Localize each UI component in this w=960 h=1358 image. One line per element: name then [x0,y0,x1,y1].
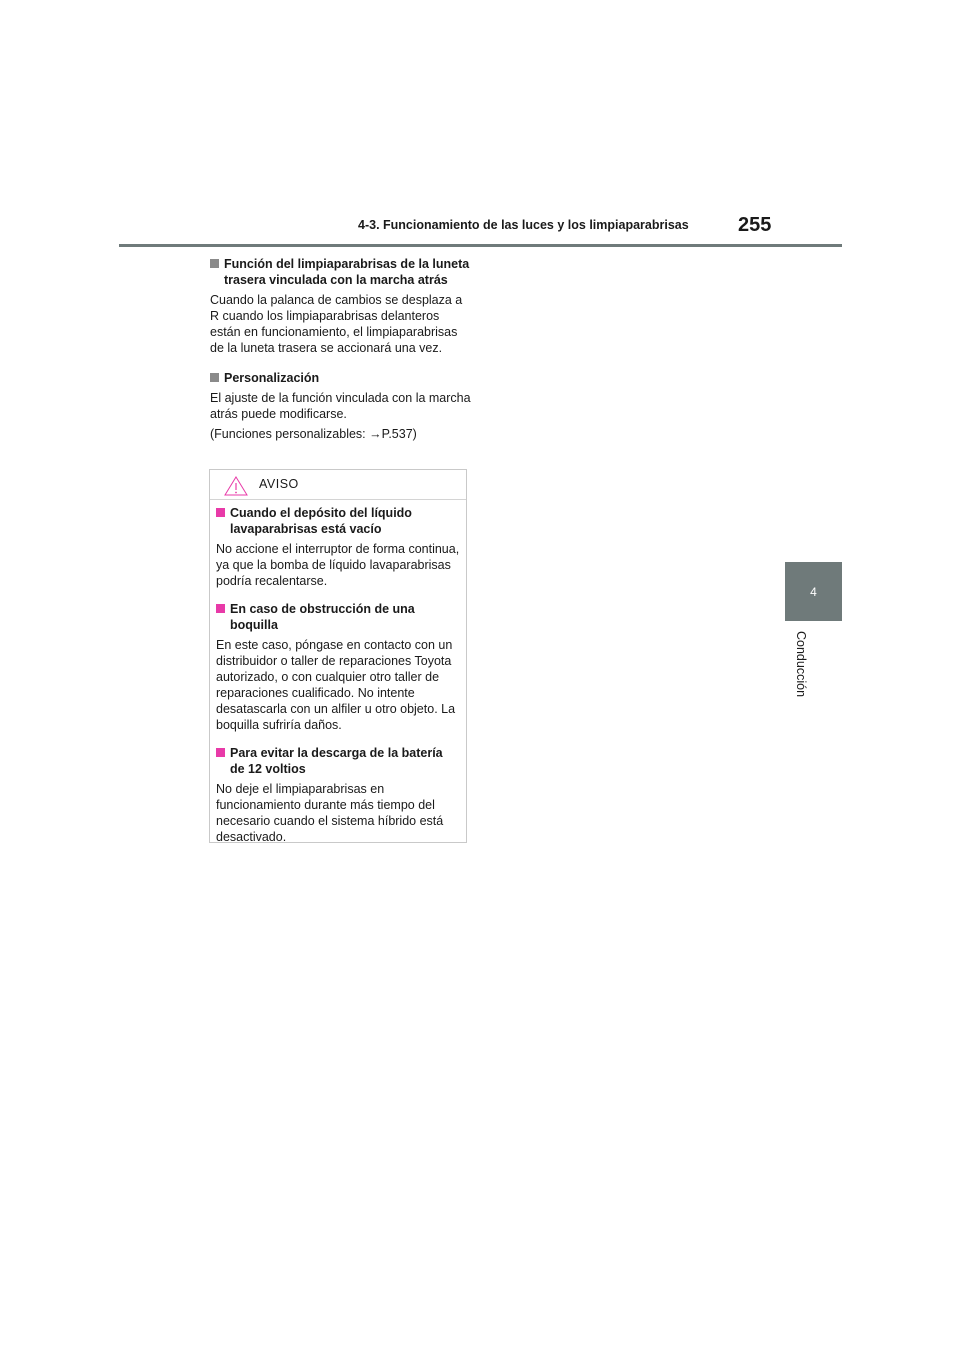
warning-box [209,469,467,843]
section-heading: Personalización [210,370,472,386]
warning-item-text: En este caso, póngase en contacto con un distribuidor o taller de reparaciones Toyota autorizado, o con cualquier otro taller de reparaciones cualificado. No intente desatascarla con un alfiler u otro objeto. La boquilla sufriría daños. [216,638,456,732]
header-rule [119,244,842,247]
chapter-number: 4 [810,584,817,599]
warning-item-text: No deje el limpiaparabrisas en funcionamiento durante más tiempo del necesario cuando el sistema híbrido está desactivado. [216,782,444,844]
square-bullet-icon [216,508,225,517]
main-content [210,254,472,442]
square-bullet-icon [210,259,219,268]
section-rear-wiper [210,256,472,356]
section-heading: Función del limpiaparabrisas de la luneta trasera vinculada con la marcha atrás [210,256,472,288]
warning-body [210,500,466,845]
warning-item-heading: Cuando el depósito del líquido lavaparabrisas está vacío [216,505,460,537]
warning-item [216,505,460,589]
warning-item-heading: En caso de obstrucción de una boquilla [216,601,460,633]
warning-item [216,745,460,845]
section-customization [210,370,472,442]
page-number: 255 [738,214,772,236]
section-paragraph: El ajuste de la función vinculada con la marcha atrás puede modificarse. [210,391,471,421]
warning-title: AVISO [259,477,299,491]
chapter-label: Conducción [794,631,808,698]
warning-item-heading: Para evitar la descarga de la batería de 12 voltios [216,745,460,777]
warning-item [216,601,460,733]
section-paragraph: Cuando la palanca de cambios se desplaza a R cuando los limpiaparabrisas delanteros están en funcionamiento, el limpiaparabrisas de la luneta trasera se accionará una vez. [210,293,463,355]
square-bullet-icon [216,604,225,613]
square-bullet-icon [216,748,225,757]
warning-triangle-icon [224,476,248,501]
warning-header [210,470,466,500]
warning-item-text: No accione el interruptor de forma continua, ya que la bomba de líquido lavaparabrisas podría recalentarse. [216,542,460,588]
header-title: 4-3. Funcionamiento de las luces y los limpiaparabrisas [358,218,689,232]
square-bullet-icon [210,373,219,382]
section-paragraph: (Funciones personalizables: →P.537) [210,427,417,441]
chapter-tab [785,562,842,621]
